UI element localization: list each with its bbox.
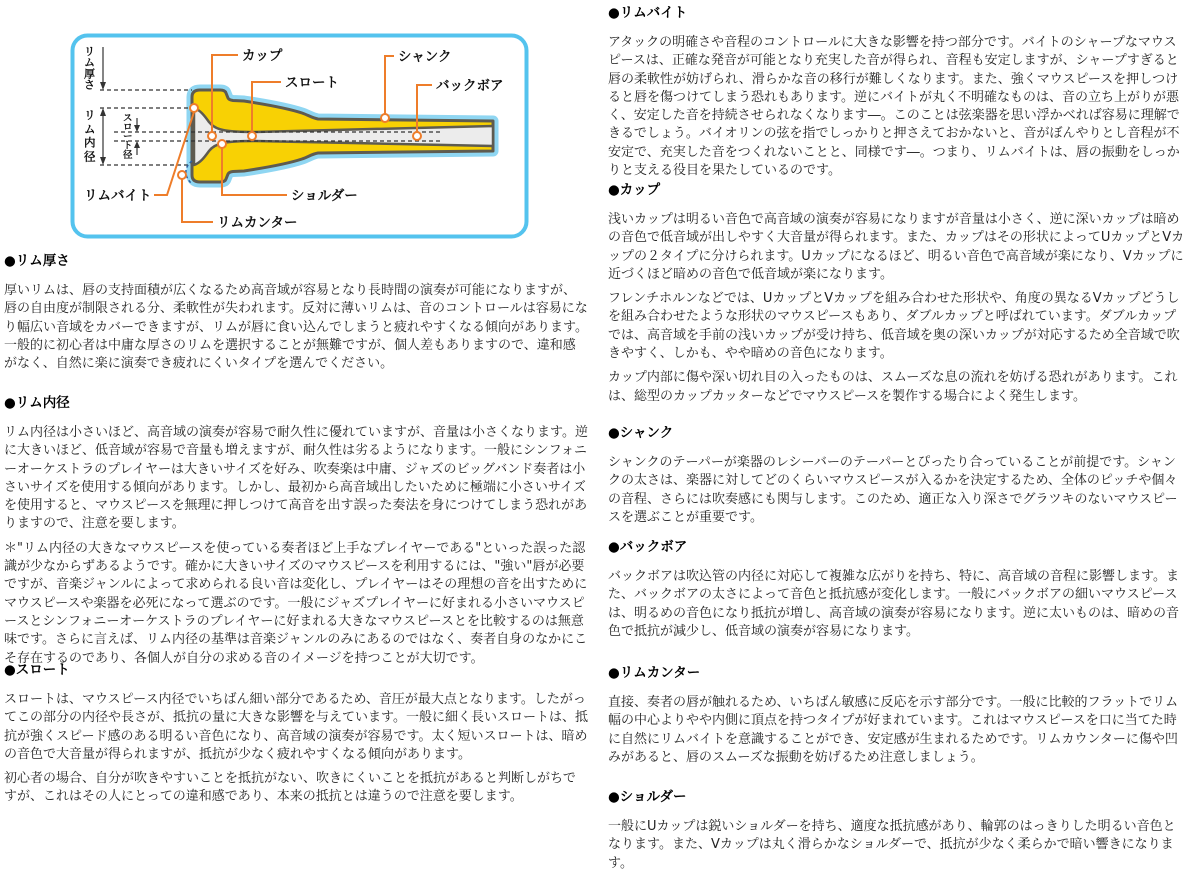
section-rim-inner-diameter — [4, 395, 588, 668]
section-paragraph: アタックの明確さや音程のコントロールに大きな影響を持つ部分です。バイトのシャープなマウスピースは、正確な発音が可能となり充実した音が得られ、音程も安定しますが、シャープすぎると唇の柔軟性が妨げられ、滑らかな音の移行が難しくなります。また、強くマウスピースを押しつけると唇を傷つけてしまう恐れもあります。逆にバイトが丸く不明確なものは、音の立ち上がりが悪く、安定した音を持続させられなくなります―。このことは弦楽器を思い浮かべれば容易に理解できるでしょう。バイオリンの弦を指でしっかりと押さえておかないと、音がぼんやりとし音程が不安定で、充実した音をつくれないことと、同様です―。つまり、リムバイトは、唇の振動をしっかりと支える役目を果たしているのです。 — [608, 35, 1180, 179]
rim-bite-label: リムバイト — [84, 188, 152, 204]
section-paragraph: 直接、奏者の唇が触れるため、いちばん敏感に反応を示す部分です。一般に比較的フラットでリム幅の中心よりやや内側に頂点を持つタイプが好まれています。これはマウスピースを口に当てた時に自然にリムバイトを意識することができ、安定感が生まれるためです。リムカウンターに傷や凹みがあると、唇のスムーズな振動を妨げるため注意しましょう。 — [608, 695, 1179, 765]
section-paragraph: ＊"リム内径の大きなマウスピースを使っている奏者ほど上手なプレイヤーである"といった誤った認識が少なからずあるようです。確かに大きいサイズのマウスピースを利用するには、"強い"唇が必要ですが、音楽ジャンルによって求められる良い音は変化し、プレイヤーはその理想の音を出すためにマウスピースや楽器を必死になって選ぶのです。一般にジャズプレイヤーに好まれる小さいマウスピースとシンフォニーオーケストラのプレイヤーに好まれる大きなマウスピースとを比較するのは無意味です。さらに言えば、リム内径の基準は音楽ジャンルのみにあるのではなく、奏者自身のなかにこそ存在するのであり、各個人が自分の求める音のイメージを持つことが大切です。 — [4, 540, 588, 666]
cup-anchor — [208, 132, 216, 140]
rim-contour-anchor — [178, 171, 186, 179]
cup-label: カップ — [242, 48, 283, 64]
section-paragraph: スロートは、マウスピース内径でいちばん細い部分であるため、音圧が最大点となります。したがってこの部分の内径や長さが、抵抗の量に大きな影響を与えています。一般に細く長いスロートは、抵抗が強くスピード感のある明るい音色になり、高音域の演奏が容易です。太く短いスロートは、暗めの音色で大音量が得られますが、抵抗が少なく疲れやすくなる傾向があります。 — [4, 692, 588, 762]
throat-anchor — [248, 132, 256, 140]
section-heading: ●リムカンター — [608, 665, 701, 681]
throat-label: スロート — [285, 75, 339, 91]
section-rim-thickness — [4, 253, 588, 373]
section-heading: ●ショルダー — [608, 789, 687, 805]
mouthpiece-cross-section-diagram — [70, 33, 530, 240]
section-shank — [608, 425, 1186, 527]
section-heading: ●スロート — [4, 662, 70, 678]
section-paragraph: 厚いリムは、唇の支持面積が広くなるため高音域が容易となり長時間の演奏が可能になりますが、唇の自由度が制限される分、柔軟性が失われます。反対に薄いリムは、音のコントロールは容易になり幅広い音域をカバーできますが、リムが唇に食い込んでしまうと疲れやすくなる傾向があります。一般的に初心者は中庸な厚さのリムを選択することが無難ですが、個人差もありますので、違和感がなく、自然に楽に演奏でき疲れにくいタイプを選んでください。 — [4, 283, 588, 372]
section-heading: ●リム厚さ — [4, 253, 70, 269]
section-shoulder — [608, 789, 1186, 873]
section-paragraph: 一般にUカップは鋭いショルダーを持ち、適度な抵抗感があり、輪郭のはっきりした明るい音色となります。また、Vカップは丸く滑らかなショルダーで、抵抗が少なく柔らかで暗い響きになります。 — [608, 819, 1176, 871]
section-heading: ●リム内径 — [4, 395, 70, 411]
section-paragraph: カップ内部に傷や深い切れ目の入ったものは、スムーズな息の流れを妨げる恐れがあります。これは、総型のカップカッターなどでマウスピースを製作する場合によく発生します。 — [608, 370, 1178, 404]
shoulder-anchor — [218, 140, 226, 148]
section-throat — [4, 662, 588, 807]
section-backbore — [608, 539, 1186, 641]
section-paragraph: シャンクのテーパーが楽器のレシーバーのテーパーとぴったり合っていることが前提です。シャンクの太さは、楽器に対してどのくらいマウスピースが入るかを決定するため、全体のピッチや個々の音程、さらには吹奏感にも関与します。このため、適正な入り深さでグラツキのないマウスピースを選ぶことが重要です。 — [608, 455, 1178, 525]
backbore-label: バックボア — [436, 78, 504, 94]
section-rim-bite — [608, 5, 1186, 180]
section-paragraph: バックボアは吹込管の内径に対応して複雑な広がりを持ち、特に、高音域の音程に影響します。また、バックボアの太さによって音色と抵抗感が変化します。一般にバックボアの細いマウスピースは、明るめの音色になり抵抗が増し、高音域の演奏が容易になります。逆に太いものは、暗めの音色で抵抗が減少し、低音域の演奏が容易になります。 — [608, 569, 1179, 639]
section-paragraph: リム内径は小さいほど、高音域の演奏が容易で耐久性に優れていますが、音量は小さくなります。逆に大きいほど、低音域が容易で音量も増えますが、耐久性は劣るようになります。一般にシンフォニーオーケストラのプレイヤーは大きいサイズを好み、吹奏楽は中庸、ジャズのビッグバンド奏者は小さいサイズを使用する傾向があります。しかし、最初から高音域出したいために極端に小さいサイズを使用すると、マウスピースを無理に押しつけて高音を出す誤った奏法を身につけてしまう恐れがありますので、注意を要します。 — [4, 425, 588, 532]
section-rim-contour — [608, 665, 1186, 767]
section-heading: ●バックボア — [608, 539, 688, 555]
shank-anchor — [381, 114, 389, 122]
section-paragraph: フレンチホルンなどでは、UカップとVカップを組み合わせた形状や、角度の異なるVカップどうしを組み合わせたような形状のマウスピースもあり、ダブルカップと呼ばれています。ダブルカップでは、高音域を手前の浅いカップが受け持ち、低音域を奥の深いカップが対応するため全音域で吹きやすく、しかも、やや暗めの音色になります。 — [608, 291, 1180, 362]
rim-bite-anchor — [190, 104, 198, 112]
backbore-anchor — [413, 132, 421, 140]
shoulder-label: ショルダー — [291, 188, 358, 204]
section-heading: ●リムバイト — [608, 5, 688, 21]
section-paragraph: 浅いカップは明るい音色で高音域の演奏が容易になりますが音量は小さく、逆に深いカップは暗めの音色で低音域が出しやすく大音量が得られます。また、カップはその形状によってUカップとVカップの２タイプに分けられます。Uカップになるほど、明るい音色で高音域が楽になり、Vカップに近づくほど暗めの音色で低音域が楽になります。 — [608, 212, 1185, 282]
section-paragraph: 初心者の場合、自分が吹きやすいことを抵抗がない、吹きにくいことを抵抗があると判断しがちですが、これはその人にとっての違和感であり、本来の抵抗とは違うので注意を要します。 — [4, 771, 576, 805]
shank-label: シャンク — [398, 49, 452, 65]
section-heading: ●シャンク — [608, 425, 674, 441]
section-cup — [608, 182, 1186, 406]
section-heading: ●カップ — [608, 182, 661, 198]
rim-inner-diameter-label: リム内径 — [84, 108, 96, 164]
throat-diameter-label: スロート径 — [123, 113, 133, 161]
rim-contour-label: リムカンター — [217, 215, 298, 231]
rim-thickness-label: リム厚さ — [84, 45, 95, 92]
